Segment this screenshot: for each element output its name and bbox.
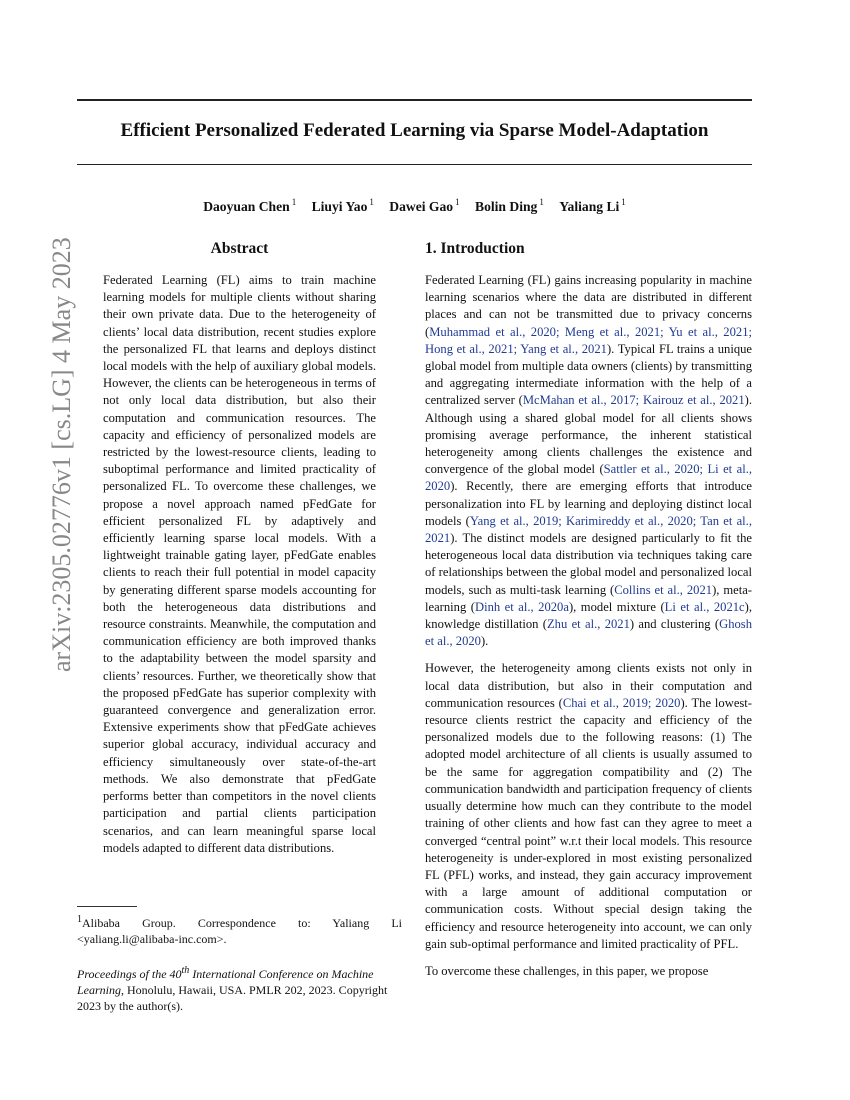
author <box>559 199 626 214</box>
affiliation-footnote <box>77 912 402 947</box>
author-name: Dawei Gao <box>389 198 454 214</box>
citation-link[interactable]: Zhu et al., 2021 <box>546 617 630 632</box>
body-text: ). Although using a shared global model for all clients shows promising average performance, the inherent statistical heterogeneity among clients challenges the existence and convergence of the global model ( <box>425 393 752 477</box>
author-affiliation-mark: 1 <box>369 197 374 207</box>
author-name: Bolin Ding <box>475 198 538 214</box>
author-affiliation-mark: 1 <box>539 197 544 207</box>
author <box>475 199 544 214</box>
introduction-paragraph: To overcome these challenges, in this paper, we propose <box>425 963 709 978</box>
body-text: ), meta-learning ( <box>425 582 752 614</box>
author-affiliation-mark: 1 <box>455 197 460 207</box>
citation-link[interactable]: Collins et al., 2021 <box>614 582 713 597</box>
introduction-column <box>425 240 752 980</box>
body-text: ), model mixture ( <box>568 599 665 614</box>
proceedings-note <box>77 963 402 1014</box>
author <box>203 199 296 214</box>
author-list <box>77 197 752 215</box>
author-name: Liuyi Yao <box>311 198 368 214</box>
introduction-paragraph <box>425 660 752 952</box>
author-name: Yaliang Li <box>559 198 620 214</box>
abstract-text: Federated Learning (FL) aims to train machine learning models for multiple clients without sharing their own private data. Due to the heterogeneity of clients’ local data distribution, recent studies explore the personalized FL that learns and deploys distinct local models with the help of auxiliary global models. However, the clients can be heterogeneous in terms of not only local data distribution, but also their computation and communication resources. The capacity and efficiency of personalized models are restricted by the lowest-resource clients, leading to suboptimal performance and limited practicality of personalized FL. To overcome these challenges, we propose a novel approach named pFedGate for efficient personalized FL by adaptively and efficiently learning sparse local models. With a lightweight trainable gating layer, pFedGate enables clients to reach their full potential in model capacity by generating different sparse models accounting for both the heterogeneous data distributions and resource constraints. Meanwhile, the computation and communication efficiency are both improved thanks to the adaptability between the model sparsity and clients’ resources. Further, we theoretically show that the proposed pFedGate has superior complexity with guaranteed convergence and generalization error. Extensive experiments show that pFedGate achieves superior global accuracy, individual accuracy and efficiency simultaneously over state-of-the-art methods. We also demonstrate that pFedGate performs better than competitors in the novel clients participation and partial clients participation scenarios, and can learn meaningful sparse local models adapted to different data distributions. <box>103 273 376 855</box>
conference-name: International Conference on Machine Learning <box>77 967 374 997</box>
footnote-divider <box>77 906 137 907</box>
author-affiliation-mark: 1 <box>621 197 626 207</box>
body-text: ) and clustering ( <box>629 617 720 632</box>
ordinal-number: 40 <box>169 967 182 981</box>
citation-link[interactable]: Li et al., 2021c <box>664 599 745 614</box>
body-text: ). Typical FL trains a unique global model from multiple data owners (clients) by transmitting and aggregating intermediate information with the help of a centralized server ( <box>425 341 753 408</box>
body-text: ). Recently, there are emerging efforts that introduce personalization into FL by learning and deploying distinct local models ( <box>425 479 752 528</box>
body-text: However, the heterogeneity among clients exists not only in local data distribution, but also in their computation and communication resources ( <box>425 661 752 710</box>
citation-link[interactable]: Ghosh et al., 2020 <box>425 617 752 649</box>
proceedings-prefix: Proceedings of the <box>77 967 167 981</box>
body-text: ). The lowest-resource clients restrict the capacity and efficiency of the personalized models due to the following reasons: (1) The adopted model architecture of all clients is usually assumed to be the same for aggregation compatibility and (2) The communication bandwidth and participation frequency of clients usually determine how much can they contribute to the model training of other clients and how fast can they agree to meet a converged “central point” w.r.t their local models. This resource heterogeneity is under-explored in most existing personalized FL (PFL) works, and instead, they gain accuracy improvement with a large amount of additional computation or communication costs. Without special design taking the efficiency and resource heterogeneity into account, we can only gain sub-optimal performance and limited practicality of PFL. <box>425 695 752 951</box>
conference-ordinal <box>170 967 190 981</box>
abstract-heading: Abstract <box>210 240 269 257</box>
citation-link[interactable]: Chai et al., 2019; 2020 <box>562 695 681 710</box>
introduction-paragraph <box>425 272 752 650</box>
body-text: ). The distinct models are designed particularly to fit the heterogeneous local data distribution via techniques taking care of relationships between the global model and personalized local models, such as multi-task learning ( <box>425 531 752 597</box>
citation-link[interactable]: Sattler et al., 2020; Li et al., 2020 <box>425 462 752 494</box>
body-text: ). <box>480 634 489 649</box>
footnote-mark: 1 <box>77 914 82 925</box>
abstract-column <box>103 240 376 857</box>
footnote-text: Alibaba Group. Correspondence to: Yaliang Li <yaliang.li@alibaba-inc.com>. <box>77 916 402 946</box>
citation-link[interactable]: Dinh et al., 2020a <box>474 599 569 614</box>
body-text: ), knowledge distillation ( <box>425 599 752 632</box>
author <box>312 199 374 214</box>
arxiv-sidebar-stamp: arXiv:2305.02776v1 [cs.LG] 4 May 2023 <box>47 237 76 672</box>
citation-link[interactable]: McMahan et al., 2017; Kairouz et al., 2021 <box>522 393 745 408</box>
citation-link[interactable]: Muhammad et al., 2020; Meng et al., 2021; Yu et al., 2021; Hong et al., 2021; Yang et al., 2021 <box>425 324 752 356</box>
author-affiliation-mark: 1 <box>291 197 297 207</box>
title-rule-top <box>77 99 752 101</box>
title-rule-bottom <box>77 164 752 165</box>
author <box>389 199 459 214</box>
citation-link[interactable]: Yang et al., 2019; Karimireddy et al., 2020; Tan et al., 2021 <box>425 513 752 546</box>
proceedings-details: , Honolulu, Hawaii, USA. PMLR 202, 2023. Copyright 2023 by the author(s). <box>77 983 388 1013</box>
ordinal-suffix: th <box>181 965 190 976</box>
paper-title: Efficient Personalized Federated Learning via Sparse Model-Adaptation <box>120 120 709 141</box>
introduction-heading: 1. Introduction <box>425 240 525 257</box>
body-text: Federated Learning (FL) gains increasing popularity in machine learning scenarios where the data are distributed in different places and can not be transmitted due to privacy concerns ( <box>425 273 752 339</box>
author-name: Daoyuan Chen <box>203 198 290 214</box>
